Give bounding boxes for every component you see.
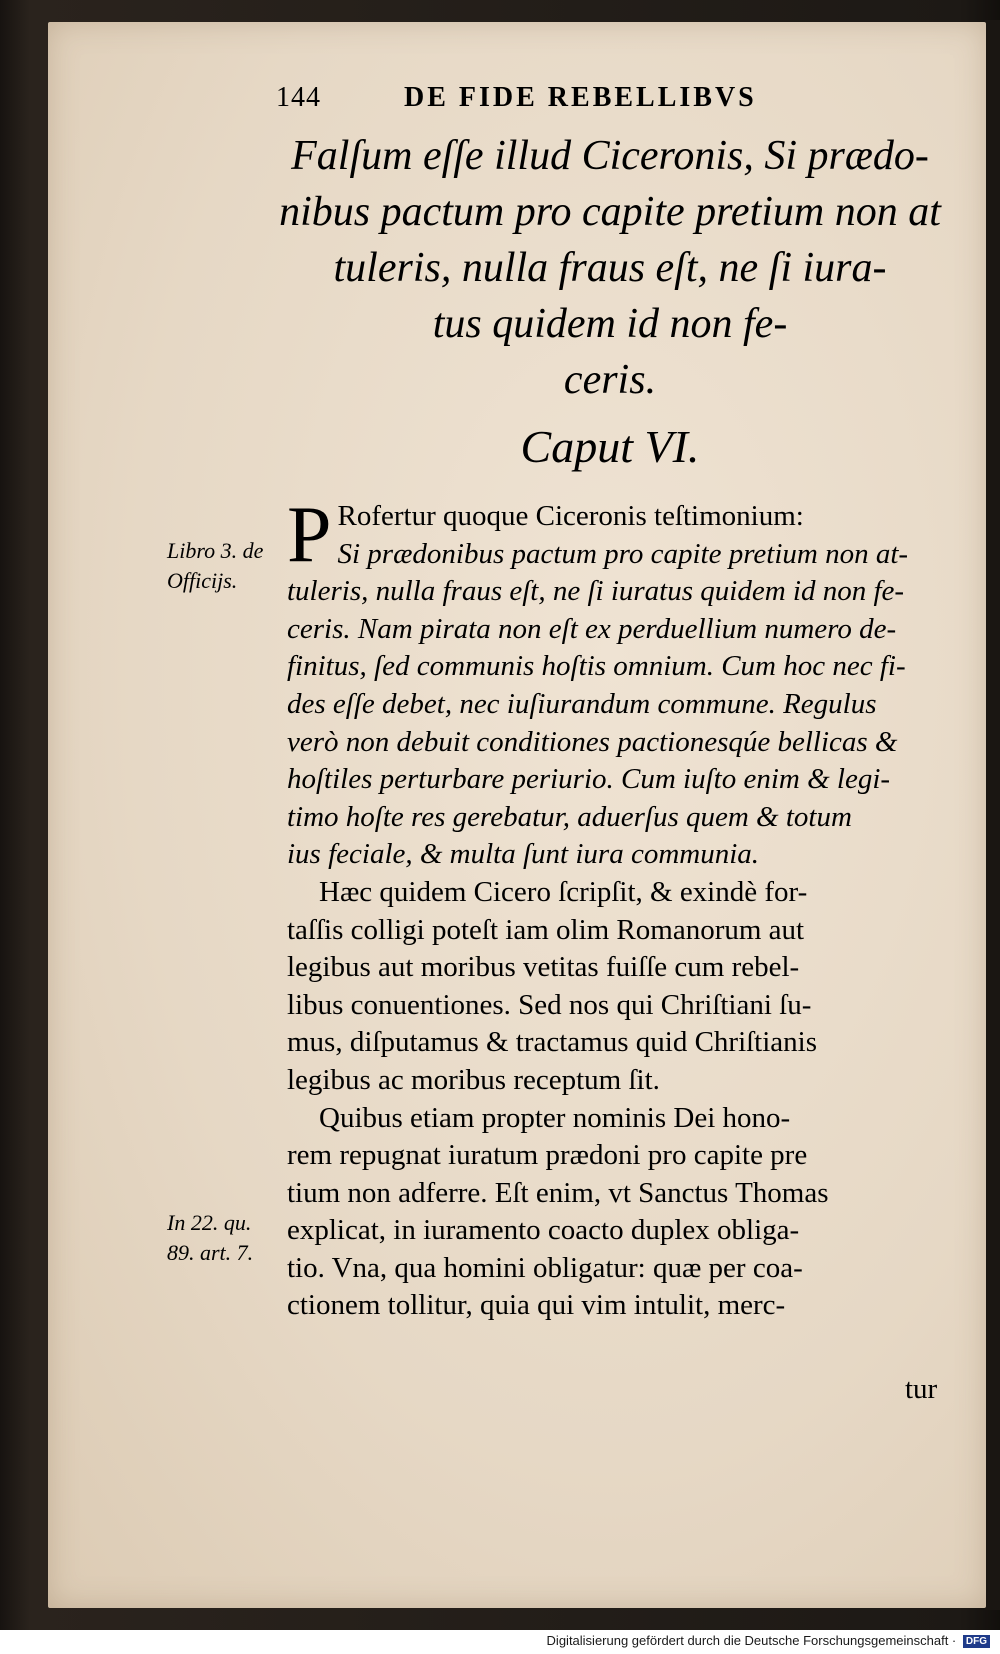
margin-note-line: Libro 3. de — [167, 538, 264, 563]
chapter-title-line: tuleris, nulla fraus eſt, ne ſi iura- — [333, 245, 887, 291]
chapter-title — [270, 128, 950, 408]
chapter-title-line: tus quidem id non fe- — [432, 301, 788, 347]
page-header — [276, 82, 896, 122]
text-line: Si prædonibus pactum pro capite pretium non at- — [337, 537, 909, 570]
funding-credit — [547, 1633, 990, 1648]
text-line: explicat, in iuramento coacto duplex obliga- — [287, 1214, 800, 1247]
text-line: finitus, ſed communis hoſtis omnium. Cum hoc nec fi- — [287, 650, 906, 683]
margin-note-cicero — [167, 536, 263, 596]
running-head: DE FIDE REBELLIBVS — [404, 82, 757, 113]
text-line: verò non debuit conditiones pactionesqúe bellicas & — [287, 725, 898, 758]
text-line: libus conuentiones. Sed nos qui Chriſtiani ſu- — [287, 988, 812, 1021]
body-text — [287, 491, 947, 1325]
text-line: ctionem tollitur, quia qui vim intulit, merc- — [287, 1289, 786, 1322]
funding-credit-text: Digitalisierung gefördert durch die Deutsche Forschungsgemeinschaft · — [546, 1633, 957, 1648]
footer-bar — [0, 1630, 1000, 1654]
text-line: legibus ac moribus receptum ſit. — [287, 1063, 660, 1096]
margin-note-thomas — [167, 1208, 253, 1268]
dfg-logo: DFG — [963, 1635, 990, 1648]
text-line: Quibus etiam propter nominis Dei hono- — [319, 1101, 791, 1134]
text-line: tuleris, nulla fraus eſt, ne ſi iuratus quidem id non fe- — [287, 575, 905, 608]
catchword: tur — [905, 1373, 938, 1405]
text-line: ius feciale, & multa ſunt iura communia. — [287, 838, 760, 871]
text-line: taſſis colligi poteſt iam olim Romanorum aut — [287, 913, 805, 946]
text-line: tio. Vna, qua homini obligatur: quæ per coa- — [287, 1251, 803, 1284]
text-line: timo hoſte res gerebatur, aduerſus quem & totum — [287, 800, 852, 833]
text-line: des eſſe debet, nec iuſiurandum commune. Regulus — [287, 687, 877, 720]
chapter-title-line: Falſum eſſe illud Ciceronis, Si prædo- — [291, 133, 929, 179]
text-line: Rofertur quoque Ciceronis teſtimonium: — [337, 500, 804, 532]
margin-note-line: 89. art. 7. — [167, 1240, 254, 1265]
chapter-title-line: ceris. — [563, 357, 657, 403]
drop-cap: P — [287, 491, 332, 579]
page-number: 144 — [276, 82, 321, 113]
text-line: Hæc quidem Cicero ſcripſit, & exindè for- — [319, 875, 808, 908]
book-edge — [985, 20, 1000, 1610]
text-line: legibus aut moribus vetitas fuiſſe cum rebel- — [287, 951, 800, 984]
text-line: hoſtiles perturbare periurio. Cum iuſto enim & legi- — [287, 763, 891, 796]
text-line: mus, diſputamus & tractamus quid Chriſtianis — [287, 1026, 818, 1059]
text-line: tium non adferre. Eſt enim, vt Sanctus Thomas — [287, 1176, 829, 1209]
chapter-number: Caput VI. — [520, 421, 700, 472]
chapter-title-line: nibus pactum pro capite pretium non at — [279, 189, 941, 235]
margin-note-line: Officijs. — [167, 568, 238, 593]
paragraph-2 — [287, 874, 947, 1100]
paragraph-1 — [287, 491, 947, 874]
paragraph-3 — [287, 1100, 947, 1326]
text-line: ceris. Nam pirata non eſt ex perduellium numero de- — [287, 612, 897, 645]
margin-note-line: In 22. qu. — [167, 1210, 252, 1235]
text-line: rem repugnat iuratum prædoni pro capite pre — [287, 1139, 808, 1172]
